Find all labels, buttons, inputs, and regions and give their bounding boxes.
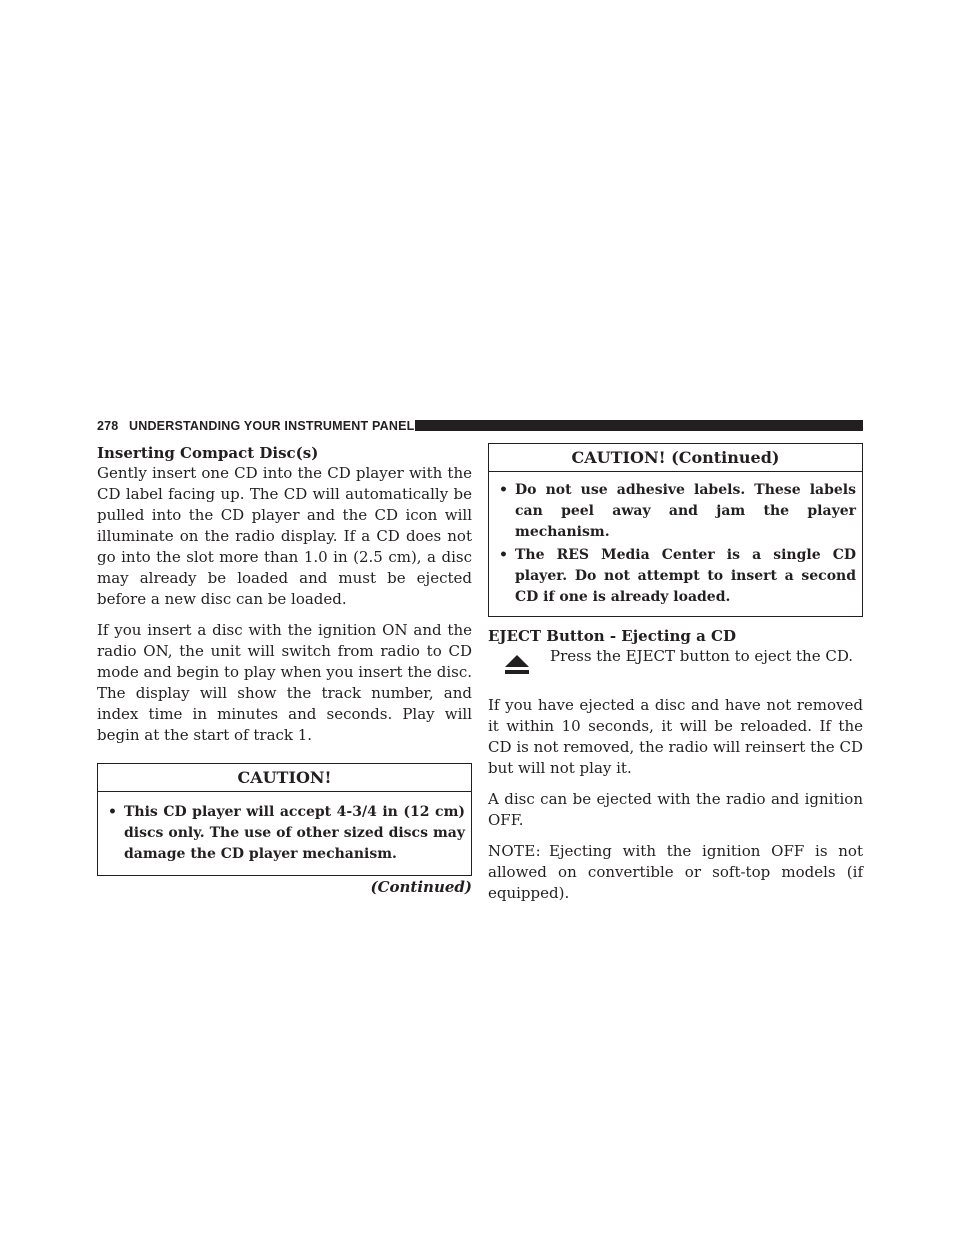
reload-paragraph: If you have ejected a disc and have not removed it within 10 seconds, it will be reloaded. If the CD is not removed, the radio will reinsert the CD but will not play it. [488, 696, 863, 777]
caution-box [97, 763, 472, 876]
section-title: UNDERSTANDING YOUR INSTRUMENT PANEL [129, 419, 415, 433]
caution-item [499, 480, 856, 543]
bullet-icon: • [108, 804, 117, 820]
eject-row [488, 646, 863, 686]
header-rule [415, 420, 863, 431]
eject-heading: EJECT Button - Ejecting a CD [488, 627, 736, 645]
ignition-off-paragraph: A disc can be ejected with the radio and ignition OFF. [488, 790, 863, 829]
caution-continued-box [488, 443, 863, 617]
inserting-cd-paragraph: Gently insert one CD into the CD player with the CD label facing up. The CD will automatically be pulled into the CD player and the CD icon will illuminate on the radio display. If a CD does not go into the slot more than 1.0 in (2.5 cm), a disc may already be loaded and must be ejected before a new disc can be loaded. [97, 464, 472, 608]
continued-label: (Continued) [370, 878, 472, 896]
caution-item [499, 545, 856, 608]
right-column [488, 443, 863, 904]
ignition-paragraph: If you insert a disc with the ignition ON and the radio ON, the unit will switch from radio to CD mode and begin to play when you insert the disc. The display will show the track number, and index time in minutes and seconds. Play will begin at the start of track 1. [97, 621, 472, 744]
inserting-cd-heading: Inserting Compact Disc(s) [97, 444, 319, 462]
left-column [97, 443, 472, 897]
caution-list [98, 792, 471, 875]
note-label: NOTE: [488, 842, 541, 860]
page-header [97, 418, 863, 434]
caution-item-text: The RES Media Center is a single CD player. Do not attempt to insert a second CD if one is already loaded. [515, 547, 856, 605]
caution-item-text: This CD player will accept 4-3/4 in (12 cm) discs only. The use of other sized discs may damage the CD player mechanism. [124, 804, 465, 862]
eject-icon [503, 654, 531, 676]
caution-title: CAUTION! [98, 764, 471, 792]
caution-continued-list [489, 472, 862, 616]
note-paragraph [488, 841, 863, 904]
note-text: Ejecting with the ignition OFF is not allowed on convertible or soft-top models (if equipped). [488, 842, 863, 902]
caution-continued-title: CAUTION! (Continued) [489, 444, 862, 472]
eject-instruction: Press the EJECT button to eject the CD. [550, 647, 854, 665]
caution-item-text: Do not use adhesive labels. These labels can peel away and jam the player mechanism. [515, 482, 856, 540]
bullet-icon: • [499, 482, 508, 498]
caution-item [108, 802, 465, 865]
bullet-icon: • [499, 547, 508, 563]
page-number: 278 [97, 419, 119, 433]
